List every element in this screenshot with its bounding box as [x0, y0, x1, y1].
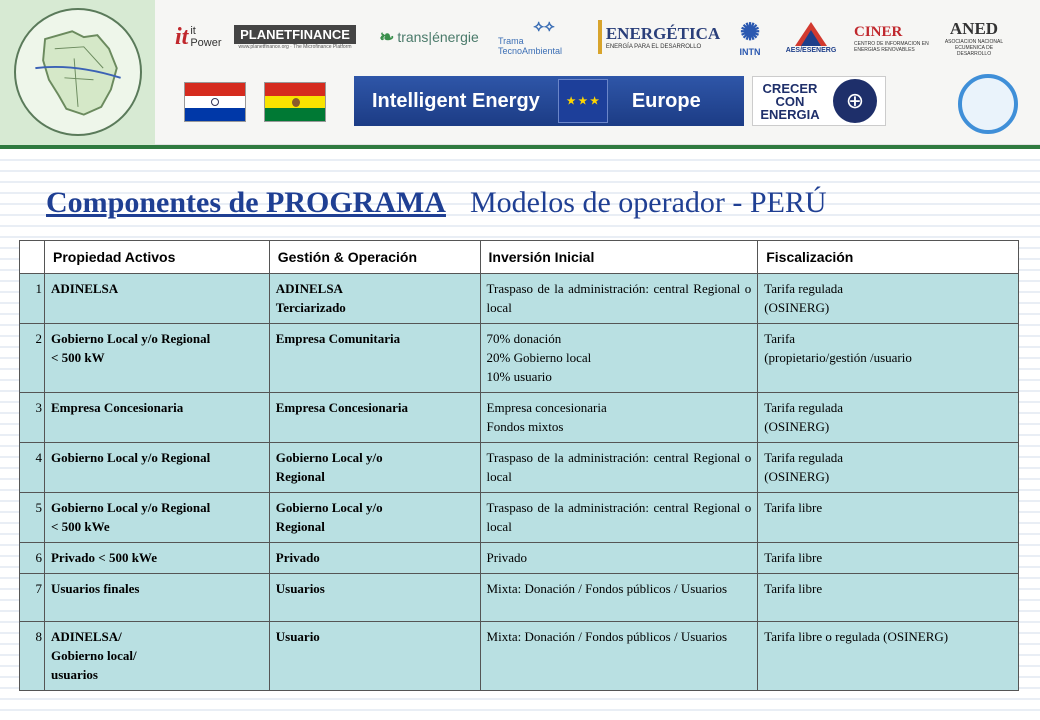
transenergie-logo: ❧ trans|énergie — [379, 26, 479, 47]
table-header-row — [20, 241, 1019, 274]
cell-propiedad: Gobierno Local y/o Regional — [44, 443, 269, 493]
intelligent-energy-europe-banner: Intelligent Energy ★ ★ ★ Europe — [354, 76, 744, 126]
table-row — [20, 274, 1019, 324]
trama-tecnoambiental-logo: ⟡⟡ Trama TecnoAmbiental — [498, 18, 563, 56]
crecer-con-energia-logo: CRECER CON ENERGIA ⊕ — [752, 76, 886, 126]
title-row — [46, 186, 827, 226]
column-header-inversion: Inversión Inicial — [480, 241, 758, 274]
map-panel — [0, 0, 155, 145]
cell-fiscalizacion: Tarifa regulada (OSINERG) — [758, 393, 1019, 443]
row-number: 6 — [20, 543, 45, 574]
cell-inversion: Privado — [480, 543, 758, 574]
aes-triangle-icon — [794, 21, 828, 47]
cell-gestion: Gobierno Local y/o Regional — [269, 493, 480, 543]
energetica-emblem-icon — [598, 20, 602, 54]
column-header-propiedad: Propiedad Activos — [44, 241, 269, 274]
cell-gestion: Gobierno Local y/o Regional — [269, 443, 480, 493]
cell-inversion: Traspaso de la administración: central Regional o local — [480, 443, 758, 493]
cell-inversion: Traspaso de la administración: central Regional o local — [480, 493, 758, 543]
cell-gestion: Empresa Concesionaria — [269, 393, 480, 443]
cell-inversion: Traspaso de la administración: central Regional o local — [480, 274, 758, 324]
cell-inversion: 70% donación 20% Gobierno local 10% usuario — [480, 324, 758, 393]
table-row — [20, 443, 1019, 493]
table-row — [20, 543, 1019, 574]
column-header-number — [20, 241, 45, 274]
cell-gestion: Usuarios — [269, 574, 480, 622]
cell-propiedad: Gobierno Local y/o Regional < 500 kW — [44, 324, 269, 393]
table-row — [20, 493, 1019, 543]
cell-fiscalizacion: Tarifa regulada (OSINERG) — [758, 443, 1019, 493]
cell-propiedad: Empresa Concesionaria — [44, 393, 269, 443]
table-row — [20, 574, 1019, 622]
cell-gestion: Privado — [269, 543, 480, 574]
cell-gestion: ADINELSA Terciarizado — [269, 274, 480, 324]
cell-gestion: Empresa Comunitaria — [269, 324, 480, 393]
cell-fiscalizacion: Tarifa libre — [758, 543, 1019, 574]
row-number: 7 — [20, 574, 45, 622]
cell-fiscalizacion: Tarifa regulada (OSINERG) — [758, 274, 1019, 324]
header-divider — [0, 145, 1040, 149]
row-number: 5 — [20, 493, 45, 543]
bolivia-flag-icon — [264, 82, 326, 122]
cell-propiedad: Gobierno Local y/o Regional < 500 kWe — [44, 493, 269, 543]
planetfinance-logo: PLANETFINANCE www.planetfinance.org · The Microfinance Platform — [234, 20, 356, 54]
itpower-logo: it it Power — [175, 23, 222, 50]
aned-logo: ANED ASOCIACION NACIONAL ECUMENICA DE DESARROLLO — [944, 19, 1004, 57]
cell-fiscalizacion: Tarifa libre — [758, 574, 1019, 622]
page-subtitle: Modelos de operador - PERÚ — [469, 186, 827, 219]
cell-propiedad: ADINELSA — [44, 274, 269, 324]
row-number: 8 — [20, 622, 45, 691]
cell-inversion: Mixta: Donación / Fondos públicos / Usuarios — [480, 574, 758, 622]
aes-esenerg-logo: AES/ESENERG — [780, 16, 842, 58]
column-header-gestion: Gestión & Operación — [269, 241, 480, 274]
cell-propiedad: Privado < 500 kWe — [44, 543, 269, 574]
row-number: 1 — [20, 274, 45, 324]
table-row — [20, 393, 1019, 443]
row-number: 2 — [20, 324, 45, 393]
ciner-logo: CINER CENTRO DE INFORMACION EN ENERGIAS RENOVABLES — [854, 23, 929, 53]
cell-propiedad: Usuarios finales — [44, 574, 269, 622]
row-number: 3 — [20, 393, 45, 443]
header-band — [0, 0, 1040, 145]
paraguay-flag-icon — [184, 82, 246, 122]
table-row — [20, 324, 1019, 393]
intn-logo: ✺ INTN — [739, 18, 761, 57]
cell-fiscalizacion: Tarifa (propietario/gestión /usuario — [758, 324, 1019, 393]
column-header-fiscalizacion: Fiscalización — [758, 241, 1019, 274]
page-title: Componentes de PROGRAMA — [46, 186, 446, 219]
row-number: 4 — [20, 443, 45, 493]
eu-flag-icon: ★ ★ ★ — [558, 79, 608, 123]
cell-fiscalizacion: Tarifa libre o regulada (OSINERG) — [758, 622, 1019, 691]
cell-inversion: Mixta: Donación / Fondos públicos / Usuarios — [480, 622, 758, 691]
paraguay-map-icon — [14, 8, 142, 136]
cell-fiscalizacion: Tarifa libre — [758, 493, 1019, 543]
globe-icon: ⊕ — [833, 79, 877, 123]
ring-icon — [958, 74, 1018, 134]
cell-gestion: Usuario — [269, 622, 480, 691]
cell-propiedad: ADINELSA/ Gobierno local/ usuarios — [44, 622, 269, 691]
cell-inversion: Empresa concesionaria Fondos mixtos — [480, 393, 758, 443]
table-row — [20, 622, 1019, 691]
energetica-logo: ENERGÉTICA ENERGÍA PARA EL DESARROLLO — [598, 18, 720, 56]
operator-models-table — [19, 240, 1019, 691]
